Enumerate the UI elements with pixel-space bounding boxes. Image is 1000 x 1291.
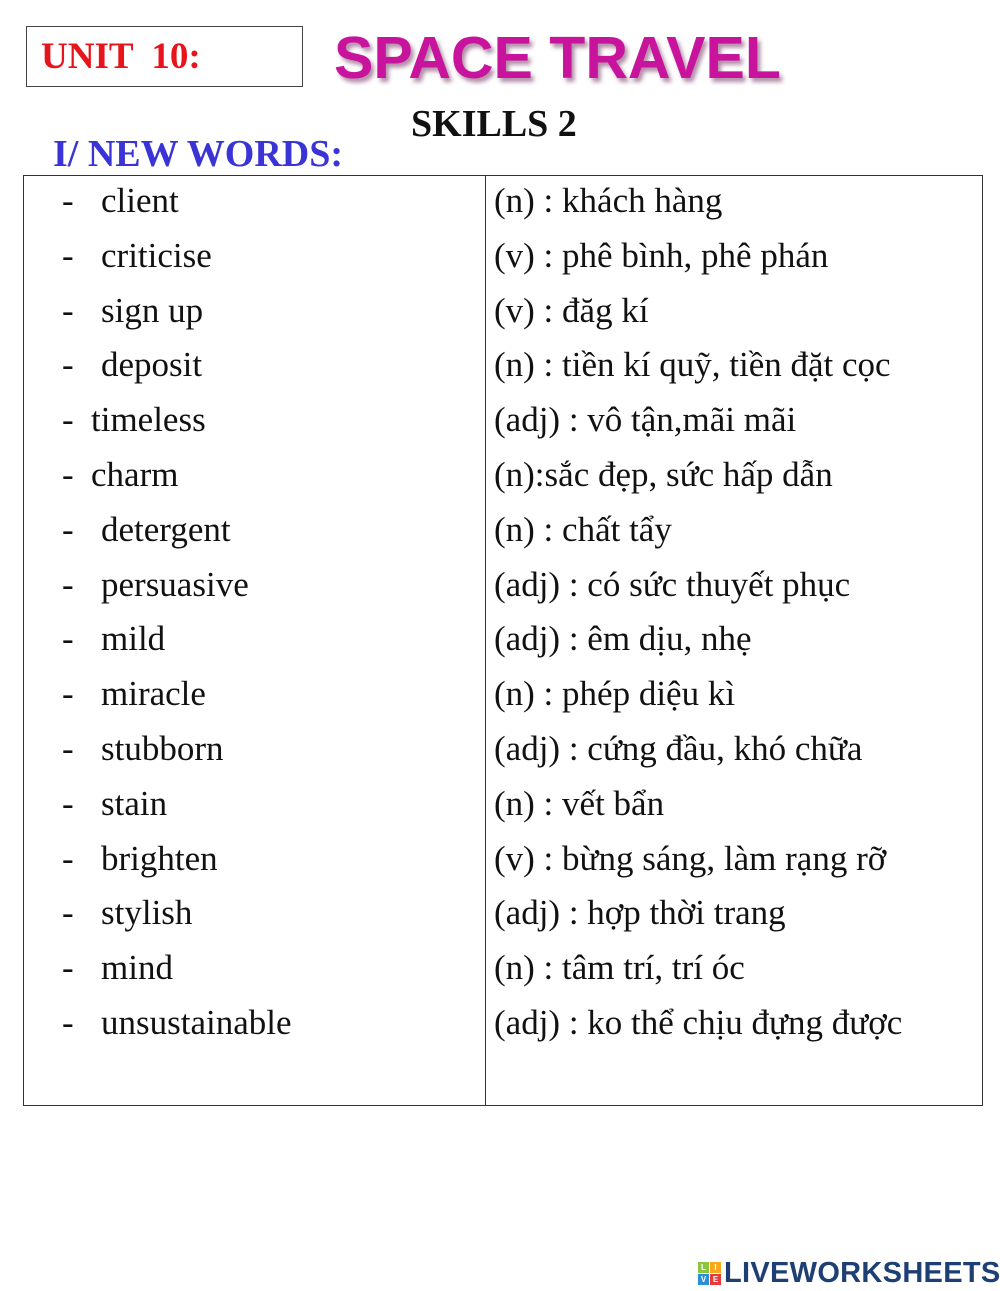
bullet-dash: - xyxy=(62,455,74,494)
vocabulary-definition: (n) : phép diệu kì xyxy=(494,674,736,714)
unit-box xyxy=(26,26,303,87)
logo-letter: I xyxy=(710,1262,721,1273)
vocabulary-word: charm xyxy=(91,455,179,494)
vocabulary-word: timeless xyxy=(91,400,206,440)
vocabulary-row xyxy=(24,286,982,336)
vocabulary-definition: (n):sắc đẹp, sức hấp dẫn xyxy=(494,455,833,494)
vocabulary-definition: (n) : tiền kí quỹ, tiền đặt cọc xyxy=(494,345,891,385)
vocabulary-word: persuasive xyxy=(101,564,249,604)
page-subtitle: SKILLS 2 xyxy=(411,103,577,145)
bullet-dash: - xyxy=(62,181,74,220)
vocabulary-definition: (adj) : có sức thuyết phục xyxy=(494,564,851,604)
section-heading: I/ NEW WORDS: xyxy=(53,133,343,175)
vocabulary-word: stylish xyxy=(101,893,193,933)
vocabulary-definition: (adj) : vô tận,mãi mãi xyxy=(494,400,797,440)
vocabulary-definition: (adj) : êm dịu, nhẹ xyxy=(494,619,752,659)
vocabulary-word: miracle xyxy=(101,674,206,714)
vocabulary-row xyxy=(24,614,982,664)
logo-letter: L xyxy=(698,1262,709,1273)
vocabulary-table xyxy=(23,175,983,1106)
vocabulary-definition: (n) : tâm trí, trí óc xyxy=(494,948,745,988)
bullet-dash: - xyxy=(62,948,74,988)
vocabulary-row xyxy=(24,340,982,390)
vocabulary-word: sign up xyxy=(101,290,204,330)
bullet-dash: - xyxy=(62,509,74,549)
vocabulary-word: criticise xyxy=(101,235,212,275)
vocabulary-word: client xyxy=(101,181,179,220)
vocabulary-row xyxy=(24,505,982,555)
vocabulary-word: detergent xyxy=(101,509,231,549)
bullet-dash: - xyxy=(62,783,74,823)
vocabulary-row xyxy=(24,834,982,884)
vocabulary-definition: (adj) : hợp thời trang xyxy=(494,893,786,933)
logo-text: LIVEWORKSHEETS xyxy=(724,1257,1000,1289)
vocabulary-row xyxy=(24,231,982,281)
bullet-dash: - xyxy=(62,1003,74,1042)
vocabulary-row xyxy=(24,943,982,993)
vocabulary-definition: (adj) : cứng đầu, khó chữa xyxy=(494,729,863,768)
bullet-dash: - xyxy=(62,729,74,768)
unit-label: UNIT 10: xyxy=(41,36,201,77)
vocabulary-definition: (v) : bừng sáng, làm rạng rỡ xyxy=(494,838,887,878)
bullet-dash: - xyxy=(62,564,74,604)
vocabulary-definition: (v) : phê bình, phê phán xyxy=(494,235,829,275)
bullet-dash: - xyxy=(62,619,74,659)
bullet-dash: - xyxy=(62,838,74,878)
vocabulary-definition: (adj) : ko thể chịu đựng được xyxy=(494,1003,903,1042)
vocabulary-row xyxy=(24,779,982,829)
vocabulary-definition: (v) : đăg kí xyxy=(494,290,649,330)
vocabulary-definition: (n) : chất tẩy xyxy=(494,509,672,549)
vocabulary-row xyxy=(24,395,982,445)
vocabulary-row xyxy=(24,998,982,1048)
bullet-dash: - xyxy=(62,345,74,385)
vocabulary-word: stain xyxy=(101,783,168,823)
vocabulary-word: stubborn xyxy=(101,729,224,768)
vocabulary-word: brighten xyxy=(101,838,218,878)
bullet-dash: - xyxy=(62,400,74,440)
bullet-dash: - xyxy=(62,235,74,275)
bullet-dash: - xyxy=(62,674,74,714)
bullet-dash: - xyxy=(62,893,74,933)
vocabulary-row xyxy=(24,888,982,938)
vocabulary-row xyxy=(24,450,982,500)
liveworksheets-logo xyxy=(698,1257,1000,1290)
vocabulary-word: deposit xyxy=(101,345,203,385)
vocabulary-row xyxy=(24,560,982,610)
bullet-dash: - xyxy=(62,290,74,330)
page-title: SPACE TRAVEL xyxy=(334,25,781,91)
vocabulary-definition: (n) : khách hàng xyxy=(494,181,723,220)
logo-letter: E xyxy=(710,1274,721,1285)
vocabulary-row xyxy=(24,176,982,226)
vocabulary-word: unsustainable xyxy=(101,1003,292,1042)
vocabulary-row xyxy=(24,724,982,774)
vocabulary-definition: (n) : vết bẩn xyxy=(494,783,665,823)
logo-letter: V xyxy=(698,1274,709,1285)
logo-icon xyxy=(698,1262,721,1285)
vocabulary-word: mild xyxy=(101,619,166,659)
vocabulary-row xyxy=(24,669,982,719)
vocabulary-word: mind xyxy=(101,948,173,988)
